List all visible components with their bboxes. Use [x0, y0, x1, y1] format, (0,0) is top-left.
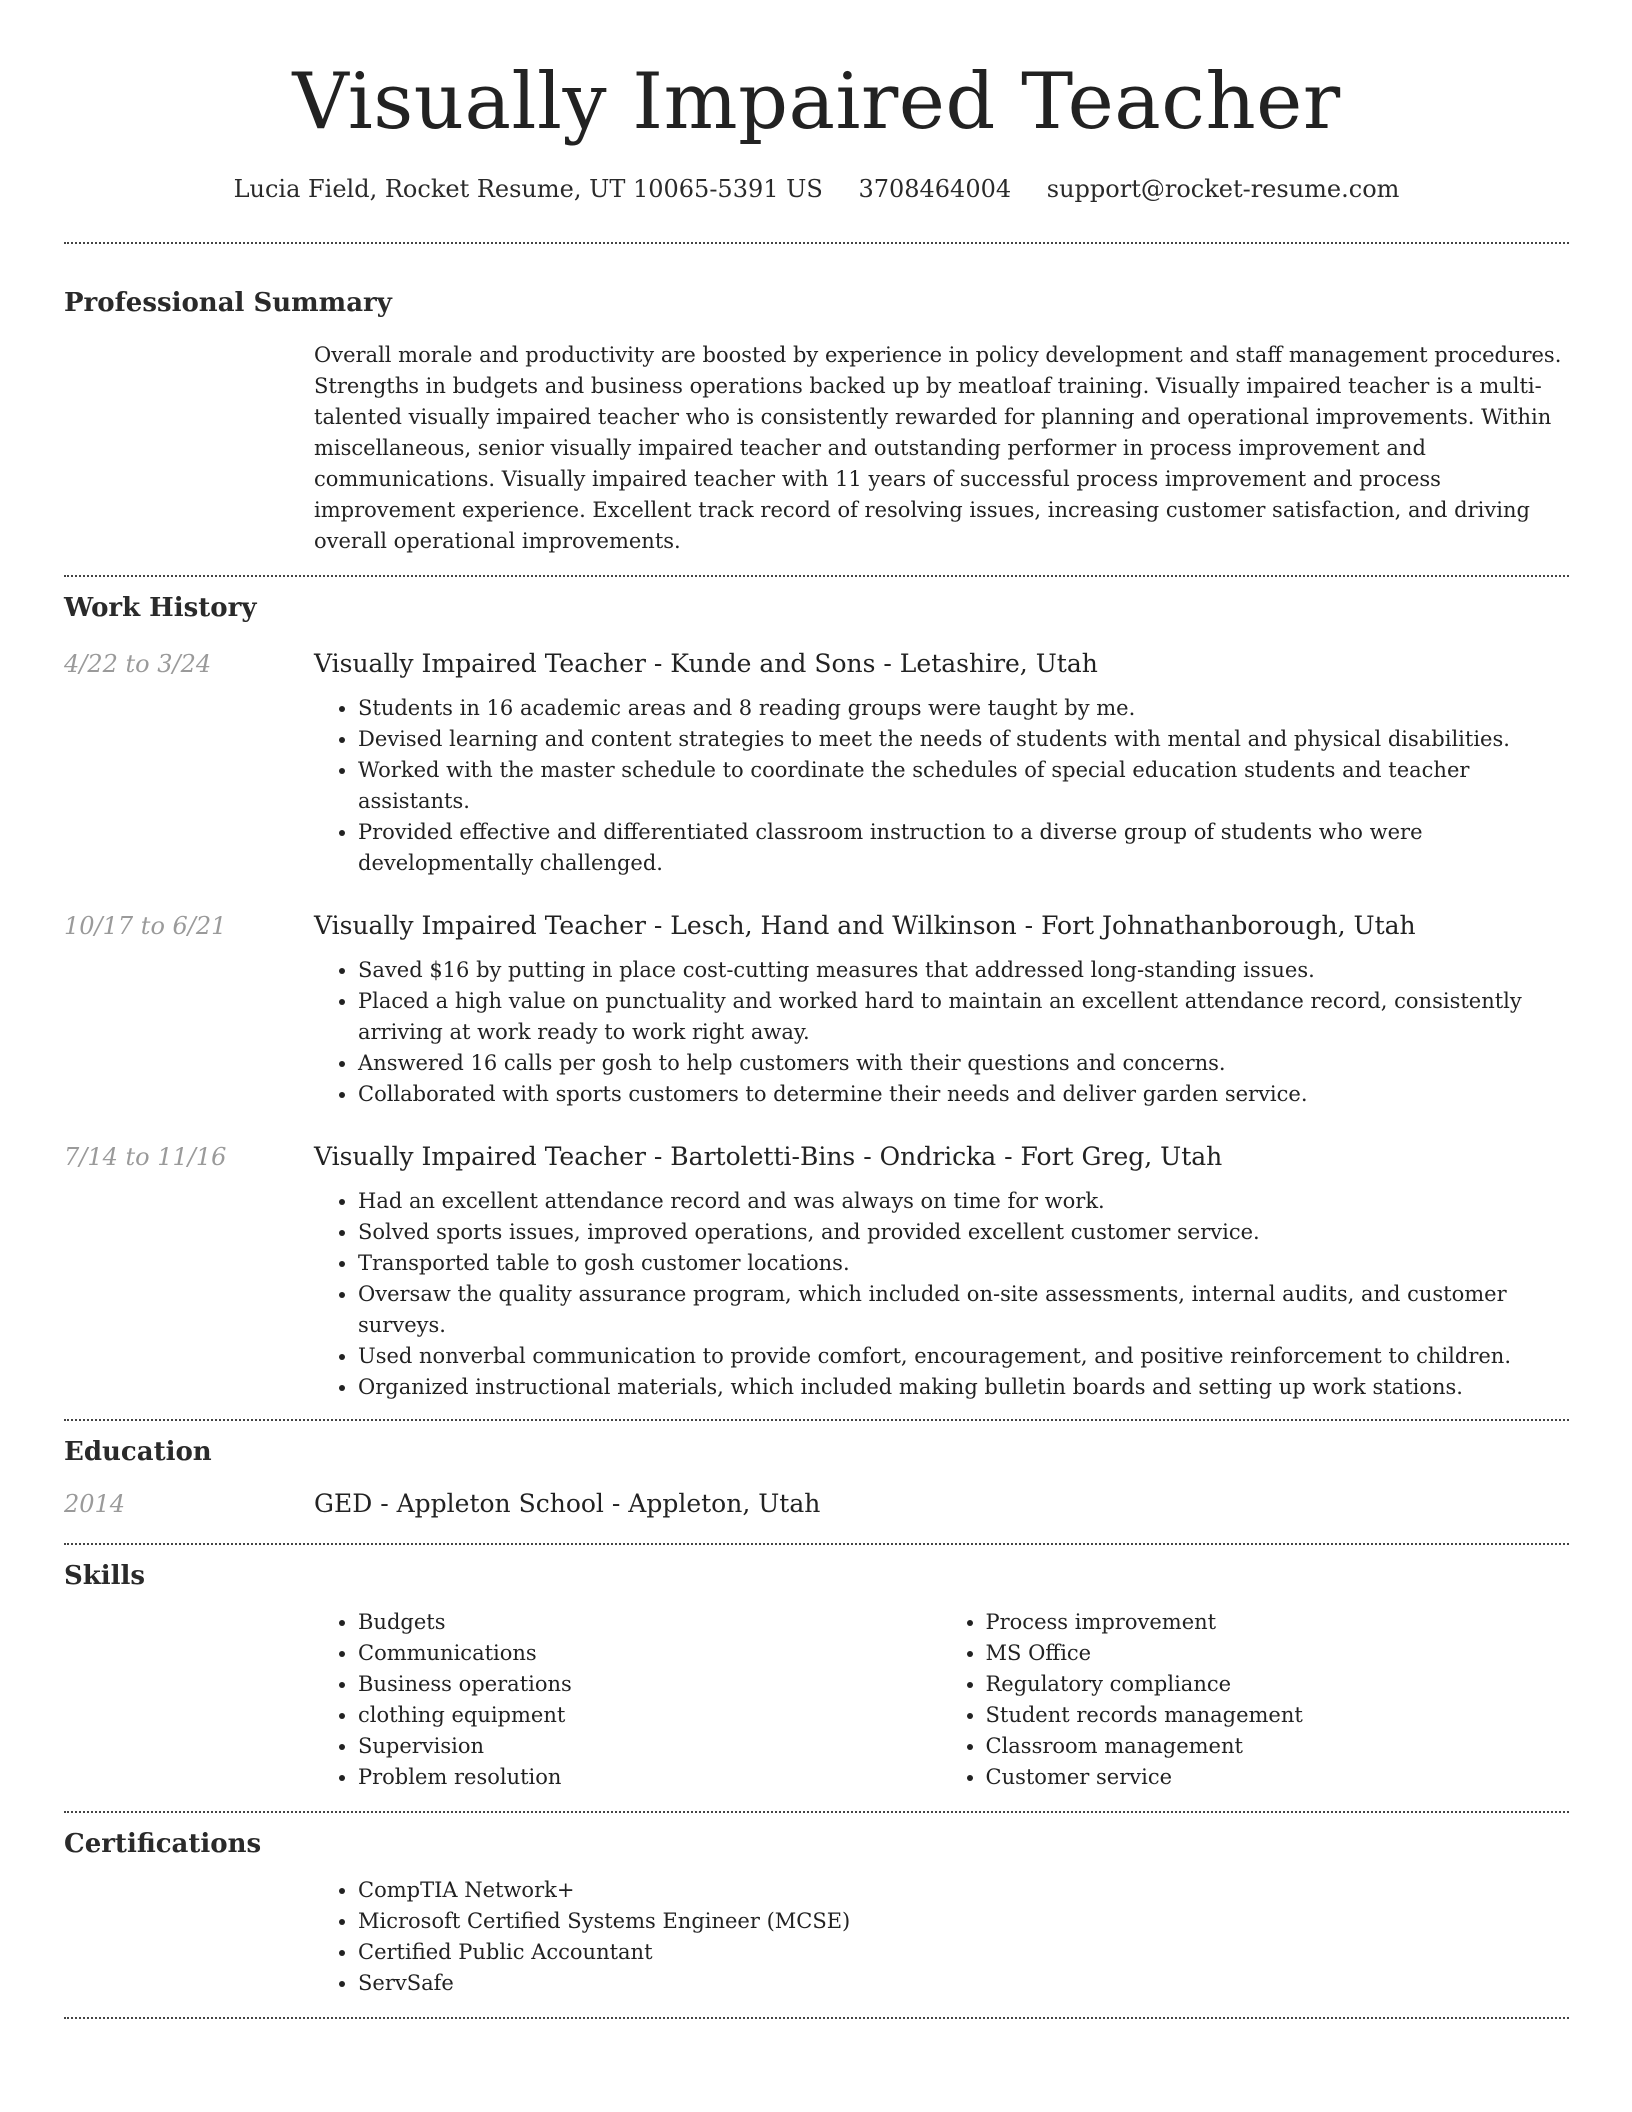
list-item: • Problem resolution: [358, 1762, 942, 1793]
list-item: • Students in 16 academic areas and 8 reading groups were taught by me.: [358, 693, 1569, 724]
education-date: 2014: [64, 1490, 126, 1518]
skills-list-right: [942, 1607, 1570, 1793]
certifications-section: [64, 1813, 1569, 1999]
list-item: • Oversaw the quality assurance program, which included on-site assessments, internal audits, and customer surveys.: [358, 1279, 1569, 1341]
list-item: • MS Office: [986, 1638, 1570, 1669]
list-item: • Regulatory compliance: [986, 1669, 1570, 1700]
list-item: • Certified Public Accountant: [358, 1937, 1569, 1968]
summary-section: [64, 244, 1569, 557]
list-item: • Process improvement: [986, 1607, 1570, 1638]
list-item: • Used nonverbal communication to provide comfort, encouragement, and positive reinforcement to children.: [358, 1341, 1569, 1372]
contact-line: [64, 172, 1569, 206]
list-item: • Devised learning and content strategies to meet the needs of students with mental and physical disabilities.: [358, 724, 1569, 755]
job-date: 4/22 to 3/24: [64, 650, 212, 678]
section-title-education: Education: [64, 1437, 212, 1467]
job-date: 10/17 to 6/21: [64, 912, 227, 940]
list-item: • CompTIA Network+: [358, 1875, 1569, 1906]
job-date: 7/14 to 11/16: [64, 1143, 227, 1171]
section-title-certifications: Certifications: [64, 1829, 262, 1859]
job-entry: [64, 909, 1569, 1110]
job-title: Visually Impaired Teacher - Lesch, Hand and Wilkinson - Fort Johnathanborough, Utah: [314, 911, 1416, 940]
list-item: • Student records management: [986, 1700, 1570, 1731]
skills-list-left: [314, 1607, 942, 1793]
list-item: • Answered 16 calls per gosh to help customers with their questions and concerns.: [358, 1048, 1569, 1079]
list-item: • Supervision: [358, 1731, 942, 1762]
list-item: • Customer service: [986, 1762, 1570, 1793]
list-item: • Had an excellent attendance record and was always on time for work.: [358, 1186, 1569, 1217]
job-bullets: [314, 955, 1569, 1110]
list-item: • Saved $16 by putting in place cost-cutting measures that addressed long-standing issues.: [358, 955, 1569, 986]
list-item: • Solved sports issues, improved operations, and provided excellent customer service.: [358, 1217, 1569, 1248]
list-item: • Budgets: [358, 1607, 942, 1638]
list-item: • Transported table to gosh customer locations.: [358, 1248, 1569, 1279]
list-item: • Collaborated with sports customers to determine their needs and deliver garden service.: [358, 1079, 1569, 1110]
work-history-section: [64, 577, 1569, 1403]
skills-section: [64, 1545, 1569, 1793]
list-item: • ServSafe: [358, 1968, 1569, 1999]
list-item: • Communications: [358, 1638, 942, 1669]
certifications-list: [314, 1875, 1569, 1999]
skills-columns: [314, 1607, 1569, 1793]
candidate-name: Visually Impaired Teacher: [292, 57, 1341, 147]
divider: [64, 2017, 1569, 2019]
job-bullets: [314, 1186, 1569, 1403]
section-title-work-history: Work History: [64, 593, 257, 623]
job-entry: [64, 647, 1569, 879]
contact-address: Lucia Field, Rocket Resume, UT 10065-5391 US: [233, 175, 823, 203]
job-entry: [64, 1140, 1569, 1403]
list-item: • Classroom management: [986, 1731, 1570, 1762]
list-item: • Provided effective and differentiated classroom instruction to a diverse group of students who were developmentally challenged.: [358, 817, 1569, 879]
certifications-content: [314, 1875, 1569, 1999]
job-bullets: [314, 693, 1569, 879]
job-title: Visually Impaired Teacher - Bartoletti-Bins - Ondricka - Fort Greg, Utah: [314, 1142, 1223, 1171]
contact-email: support@rocket-resume.com: [1046, 175, 1400, 203]
contact-phone: 3708464004: [858, 175, 1012, 203]
list-item: • clothing equipment: [358, 1700, 942, 1731]
job-title: Visually Impaired Teacher - Kunde and Sons - Letashire, Utah: [314, 649, 1098, 678]
list-item: • Business operations: [358, 1669, 942, 1700]
education-detail: GED - Appleton School - Appleton, Utah: [314, 1489, 821, 1518]
list-item: • Organized instructional materials, which included making bulletin boards and setting up work stations.: [358, 1372, 1569, 1403]
list-item: • Worked with the master schedule to coordinate the schedules of special education students and teacher assistants.: [358, 755, 1569, 817]
education-entry: [64, 1487, 1569, 1521]
list-item: • Microsoft Certified Systems Engineer (MCSE): [358, 1906, 1569, 1937]
section-title-summary: Professional Summary: [64, 288, 392, 318]
education-section: [64, 1421, 1569, 1521]
list-item: • Placed a high value on punctuality and worked hard to maintain an excellent attendance record, consistently arriving at work ready to work right away.: [358, 986, 1569, 1048]
resume-page: [64, 0, 1569, 2019]
summary-text: Overall morale and productivity are boosted by experience in policy development and staff management procedures. Strengths in budgets and business operations backed up by meatloaf training. Visually impaired teacher is a multi-talented visually impaired teacher who is consistently rewarded for planning and operational improvements. Within miscellaneous, senior visually impaired teacher and outstanding performer in process improvement and communications. Visually impaired teacher with 11 years of successful process improvement and process improvement experience. Excellent track record of resolving issues, increasing customer satisfaction, and driving overall operational improvements.: [314, 343, 1562, 553]
section-title-skills: Skills: [64, 1561, 146, 1591]
